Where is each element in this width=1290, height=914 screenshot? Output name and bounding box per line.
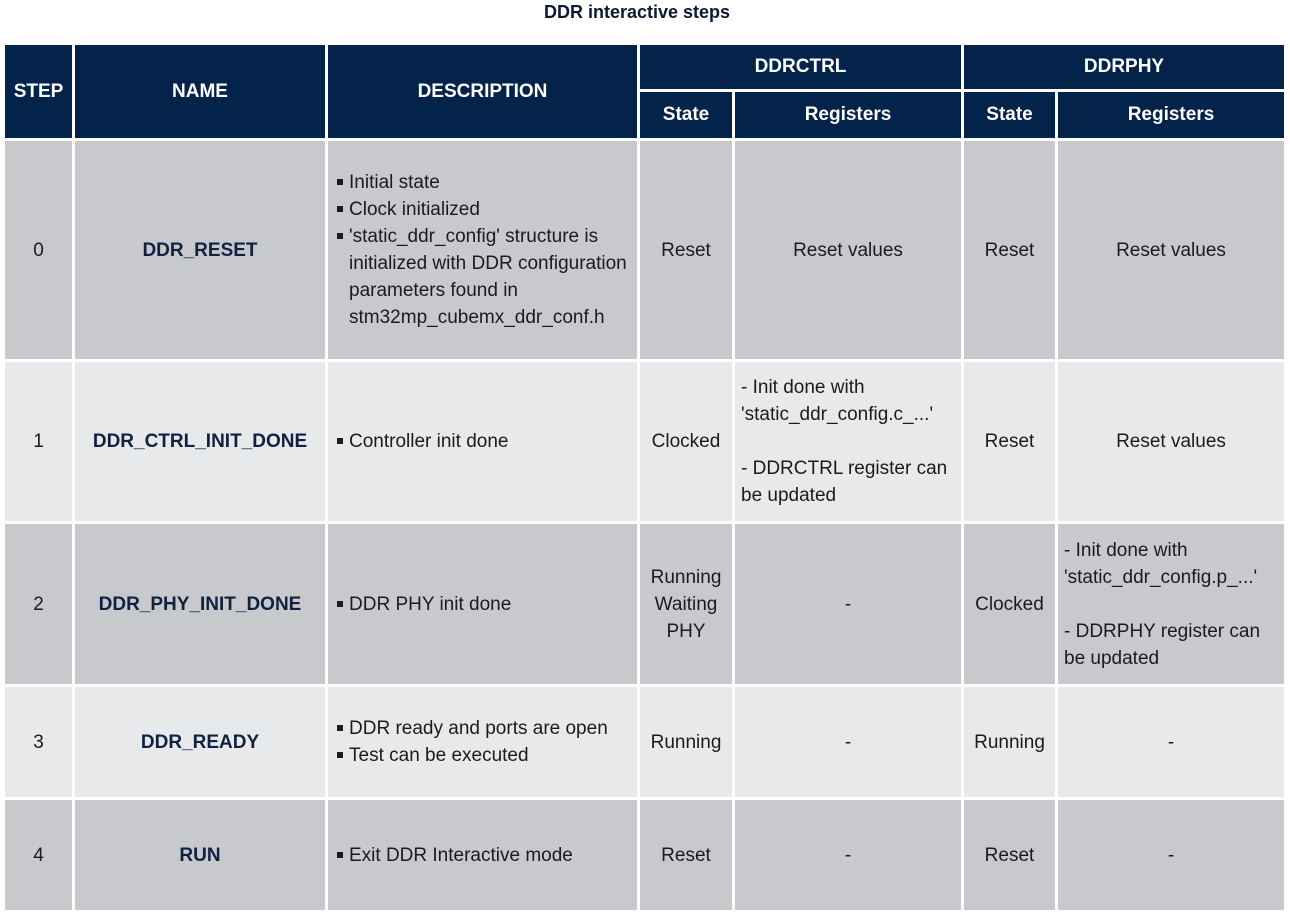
ctrl-state-cell: Reset	[640, 141, 732, 359]
header-ddrctrl: DDRCTRL	[640, 45, 961, 89]
name-cell: DDR_READY	[75, 687, 325, 797]
table-title: DDR interactive steps	[543, 2, 731, 22]
ctrl-registers-cell: -	[735, 524, 961, 684]
header-name: NAME	[75, 45, 325, 138]
description-cell	[328, 800, 637, 910]
phy-registers-cell	[1058, 524, 1284, 684]
table-row	[5, 141, 1284, 359]
table-row	[5, 800, 1284, 910]
register-note: - Init done with 'static_ddr_config.p_...'	[1064, 539, 1258, 588]
phy-state-cell: Reset	[964, 141, 1055, 359]
description-cell	[328, 362, 637, 521]
ctrl-state-cell: Running Waiting PHY	[640, 524, 732, 684]
step-cell: 4	[5, 800, 72, 910]
description-bullet: Exit DDR Interactive mode	[336, 842, 633, 869]
step-cell: 1	[5, 362, 72, 521]
header-description: DESCRIPTION	[328, 45, 637, 138]
table-row	[5, 362, 1284, 521]
ddr-steps-table	[2, 42, 1287, 913]
phy-registers-cell: Reset values	[1058, 141, 1284, 359]
header-phy-state: State	[964, 92, 1055, 138]
table-row	[5, 524, 1284, 684]
description-bullet: 'static_ddr_config' structure is initialized with DDR configuration parameters found in stm32mp_cubemx_ddr_conf.h	[336, 223, 633, 331]
phy-registers-cell: -	[1058, 687, 1284, 797]
phy-registers-cell: -	[1058, 800, 1284, 910]
phy-state-cell: Running	[964, 687, 1055, 797]
register-note: - DDRCTRL register can be updated	[741, 458, 948, 506]
name-cell: RUN	[75, 800, 325, 910]
name-cell: DDR_CTRL_INIT_DONE	[75, 362, 325, 521]
header-ctrl-state: State	[640, 92, 732, 138]
ctrl-state-cell: Running	[640, 687, 732, 797]
ctrl-state-cell: Reset	[640, 800, 732, 910]
register-note: - DDRPHY register can be updated	[1064, 620, 1261, 669]
description-cell	[328, 687, 637, 797]
ctrl-registers-cell: Reset values	[735, 141, 961, 359]
description-bullet: DDR ready and ports are open	[336, 715, 633, 742]
ctrl-registers-cell	[735, 362, 961, 521]
header-step: STEP	[5, 45, 72, 138]
description-cell	[328, 524, 637, 684]
ctrl-state-cell: Clocked	[640, 362, 732, 521]
description-bullet: Controller init done	[336, 428, 633, 455]
phy-state-cell: Reset	[964, 800, 1055, 910]
register-note: - Init done with 'static_ddr_config.c_...'	[741, 377, 934, 425]
name-cell: DDR_RESET	[75, 141, 325, 359]
header-ctrl-registers: Registers	[735, 92, 961, 138]
step-cell: 0	[5, 141, 72, 359]
phy-registers-cell: Reset values	[1058, 362, 1284, 521]
table-row	[5, 687, 1284, 797]
description-bullet: Initial state	[336, 169, 633, 196]
step-cell: 3	[5, 687, 72, 797]
description-bullet: DDR PHY init done	[336, 591, 633, 618]
header-ddrphy: DDRPHY	[964, 45, 1284, 89]
name-cell: DDR_PHY_INIT_DONE	[75, 524, 325, 684]
phy-state-cell: Clocked	[964, 524, 1055, 684]
description-bullet: Test can be executed	[336, 742, 633, 769]
phy-state-cell: Reset	[964, 362, 1055, 521]
step-cell: 2	[5, 524, 72, 684]
ctrl-registers-cell: -	[735, 687, 961, 797]
header-phy-registers: Registers	[1058, 92, 1284, 138]
description-bullet: Clock initialized	[336, 196, 633, 223]
description-cell	[328, 141, 637, 359]
ctrl-registers-cell: -	[735, 800, 961, 910]
